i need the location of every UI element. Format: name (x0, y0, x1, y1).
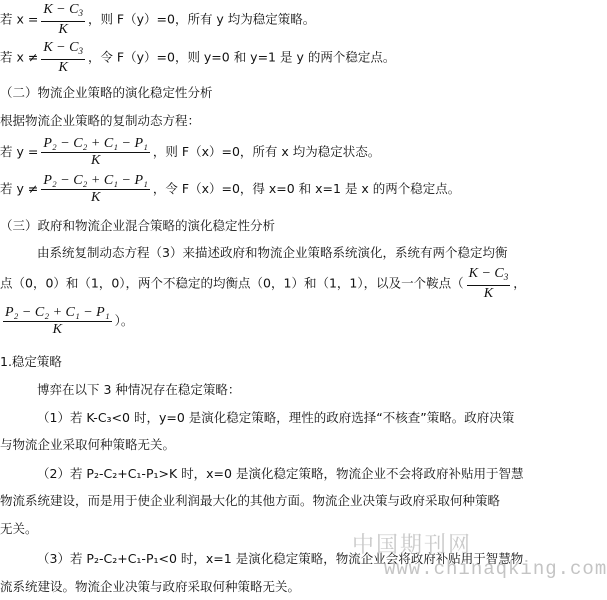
item2-line2: 物流系统建设，而是用于使企业利润最大化的其他方面。物流企业决策与政府采取何种策略 (0, 493, 501, 508)
saddle-fraction-2: $\frac{\text{P₂ − C₂ + C₁ − P₁}}{K}$ (5, 305, 110, 337)
para1-line3 (0, 305, 133, 338)
fraction-p2-c2-c1-p1-over-k: $\frac{\text{P₂ − C₂ + C₁ − P₁}}{K}$ (43, 136, 148, 168)
item1-line1: （1）若 K-C₃<0 时，y=0 是演化稳定策略，理性的政府选择“不核查”策略。政府决策 (37, 410, 515, 425)
stable-intro: 博弈在以下 3 种情况存在稳定策略： (37, 382, 241, 397)
item2-line3: 无关。 (0, 521, 38, 536)
case-y-equals-line (0, 136, 380, 169)
section3-title: （三）政府和物流企业混合策略的演化稳定性分析 (0, 218, 276, 233)
case-prefix: 若 y = (0, 144, 39, 159)
case-prefix: 若 x = (0, 11, 39, 27)
item3-line2: 流系统建设。物流企业决策与政府采取何种策略无关。 (0, 579, 301, 594)
para1-line2-text: 点（0，0）和（1，0），两个不稳定的均衡点（0，1）和（1，1），以及一个鞍点（ (0, 275, 464, 291)
item2-line1: （2）若 P₂-C₂+C₁-P₁>K 时，x=0 是演化稳定策略，物流企业不会将政府补贴用于智慧 (37, 466, 524, 481)
para1-line1: 由系统复制动态方程（3）来描述政府和物流企业策略系统演化，系统有两个稳定均衡 (37, 245, 508, 260)
case-y-not-equals-line (0, 173, 460, 206)
item1-line2: 与物流企业采取何种策略无关。 (0, 437, 176, 452)
case-suffix: ，则 F（x）=0，所有 x 均为稳定状态。 (152, 144, 381, 159)
fraction-p2-c2-c1-p1-over-k: $\frac{\text{P₂ − C₂ + C₁ − P₁}}{K}$ (43, 173, 148, 205)
section2-intro: 根据物流企业策略的复制动态方程： (0, 113, 201, 128)
para1-line2 (0, 266, 526, 302)
fraction-k-minus-c3-over-k: $\frac{K - C_3}{K}$ (43, 2, 83, 37)
section2-title: （二）物流企业策略的演化稳定性分析 (0, 85, 213, 100)
case-suffix: ，则 F（y）=0，所有 y 均为稳定策略。 (87, 11, 316, 27)
para1-line2-tail: ， (513, 275, 526, 291)
case-suffix: ，令 F（y）=0，则 y=0 和 y=1 是 y 的两个稳定点。 (87, 49, 396, 65)
case-prefix: 若 y ≠ (0, 181, 39, 196)
watermark-url: www.chinaqking.com (384, 558, 607, 580)
case-suffix: ，令 F（x）=0，得 x=0 和 x=1 是 x 的两个稳定点。 (152, 181, 461, 196)
case-x-equals-line (0, 2, 315, 38)
case-x-not-equals-line (0, 40, 395, 76)
case-prefix: 若 x ≠ (0, 49, 39, 65)
section-stable-title: 1.稳定策略 (0, 354, 62, 369)
saddle-fraction-1: $\frac{K - C_3}{K}$ (468, 266, 509, 301)
item3-line1: （3）若 P₂-C₂+C₁-P₁<0 时，x=1 是演化稳定策略，物流企业会将政府补贴用于智慧物 (37, 551, 524, 566)
para1-line3-tail: ）。 (114, 313, 134, 328)
watermark-logo-text: 中国期刊网 (352, 533, 473, 558)
fraction-k-minus-c3-over-k: $\frac{K - C_3}{K}$ (43, 40, 83, 75)
